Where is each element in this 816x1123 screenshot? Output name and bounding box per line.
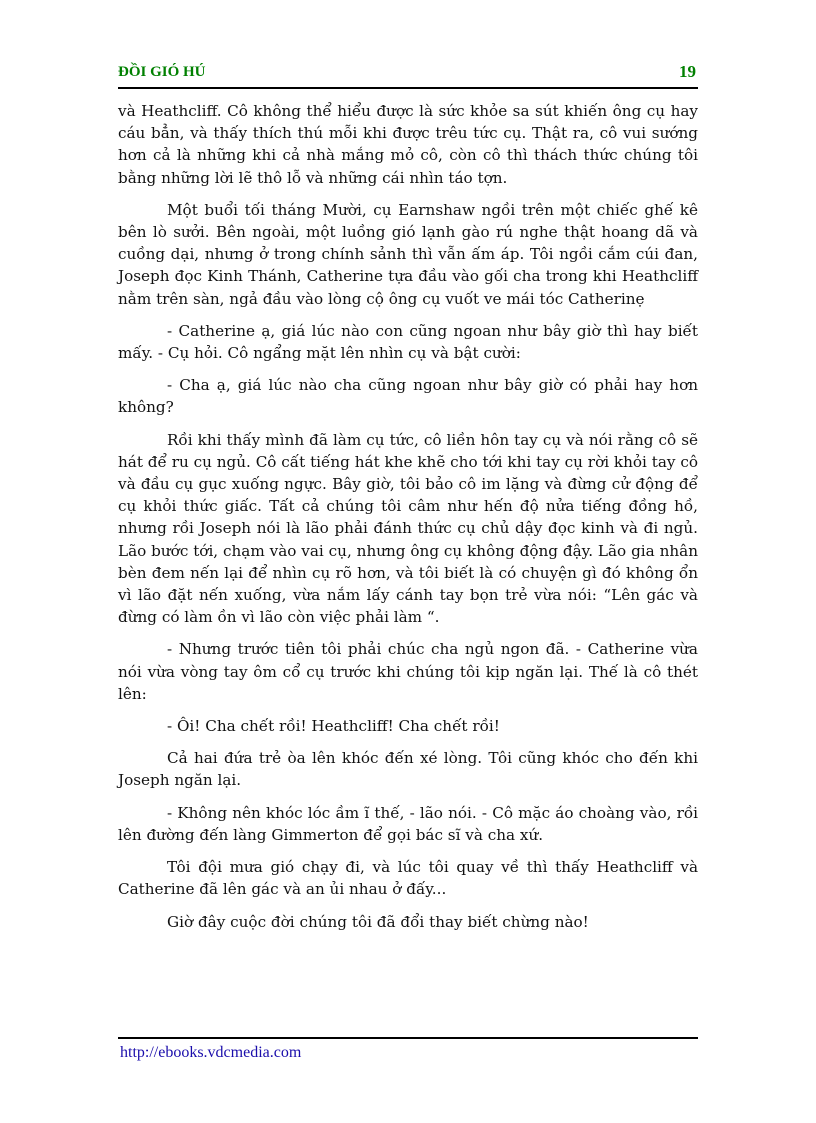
paragraph: Giờ đây cuộc đời chúng tôi đã đổi thay biết chừng nào! bbox=[167, 912, 589, 931]
paragraph: - Cha ạ, giá lúc nào cha cũng ngoan như bây giờ có phải hay hơn không? bbox=[118, 376, 698, 417]
paragraph: - Không nên khóc lóc ầm ĩ thế, - lão nói. - Cô mặc áo choàng vào, rồi lên đường đến làng Gimmerton để gọi bác sĩ và cha xứ. bbox=[118, 803, 698, 844]
paragraph: - Nhưng trước tiên tôi phải chúc cha ngủ ngon đã. - Catherine vừa nói vừa vòng tay ôm cổ cụ trước khi chúng tôi kịp ngăn lại. Thế là cô thét lên: bbox=[118, 640, 698, 703]
page-number: 19 bbox=[679, 62, 696, 81]
paragraph: Rồi khi thấy mình đã làm cụ tức, cô liền hôn tay cụ và nói rằng cô sẽ hát để ru cụ ngủ. Cô cất tiếng hát khe khẽ cho tới khi tay cụ rời khỏi tay cô và đầu cụ gục xuống ngực. Bây giờ, tôi bảo cô im lặng và đừng cử động để cụ khỏi thức giấc. Tất cả chúng tôi câm như hến độ nửa tiếng đồng hồ, nhưng rồi Joseph nói là lão phải đánh thức cụ chủ dậy đọc kinh và đi ngủ. Lão bước tới, chạm vào vai cụ, nhưng ông cụ không động đậy. Lão gia nhân bèn đem nến lại để nhìn cụ rõ hơn, và tôi biết là có chuyện gì đó không ổn vì lão đặt nến xuống, vừa nắm lấy cánh tay bọn trẻ vừa nói: “Lên gác và đừng có làm ồn vì lão còn việc phải làm “. bbox=[118, 430, 698, 627]
paragraph: Một buổi tối tháng Mười, cụ Earnshaw ngồi trên một chiếc ghế kê bên lò sưởi. Bên ngoài, một luồng gió lạnh gào rú nghe thật hoang dã và cuồng dại, nhưng ở trong chính sảnh thì vẫn ấm áp. Tôi ngồi cắm cúi đan, Joseph đọc Kinh Thánh, Catherine tựa đầu vào gối cha trong khi Heathcliff nằm trên sàn, ngả đầu vào lòng cộ ông cụ vuốt ve mái tóc Catherinẹ bbox=[118, 200, 698, 308]
book-title: ĐỒI GIÓ HÚ bbox=[118, 64, 206, 80]
paragraph: và Heathcliff. Cô không thể hiểu được là sức khỏe sa sút khiến ông cụ hay cáu bẳn, và thấy thích thú mỗi khi được trêu tức cụ. Thật ra, cô vui sướng hơn cả là những khi cả nhà mắng mỏ cô, còn cô thì thách thức chúng tôi bằng những lời lẽ thô lỗ và những cái nhìn táo tợn. bbox=[118, 102, 698, 187]
paragraph: - Ôi! Cha chết rồi! Heathcliff! Cha chết rồi! bbox=[167, 717, 500, 736]
paragraph: Tôi đội mưa gió chạy đi, và lúc tôi quay về thì thấy Heathcliff và Catherine đã lên gác và an ủi nhau ở đấy... bbox=[118, 858, 698, 899]
header-divider bbox=[118, 87, 698, 89]
paragraph: - Catherine ạ, giá lúc nào con cũng ngoan như bây giờ thì hay biết mấy. - Cụ hỏi. Cô ngẩng mặt lên nhìn cụ và bật cười: bbox=[118, 321, 698, 363]
footer-divider bbox=[118, 1037, 698, 1039]
paragraph: Cả hai đứa trẻ òa lên khóc đến xé lòng. Tôi cũng khóc cho đến khi Joseph ngăn lại. bbox=[118, 749, 698, 790]
page-header bbox=[118, 60, 698, 84]
page-body bbox=[118, 100, 698, 943]
footer-link[interactable]: http://ebooks.vdcmedia.com bbox=[120, 1044, 302, 1061]
